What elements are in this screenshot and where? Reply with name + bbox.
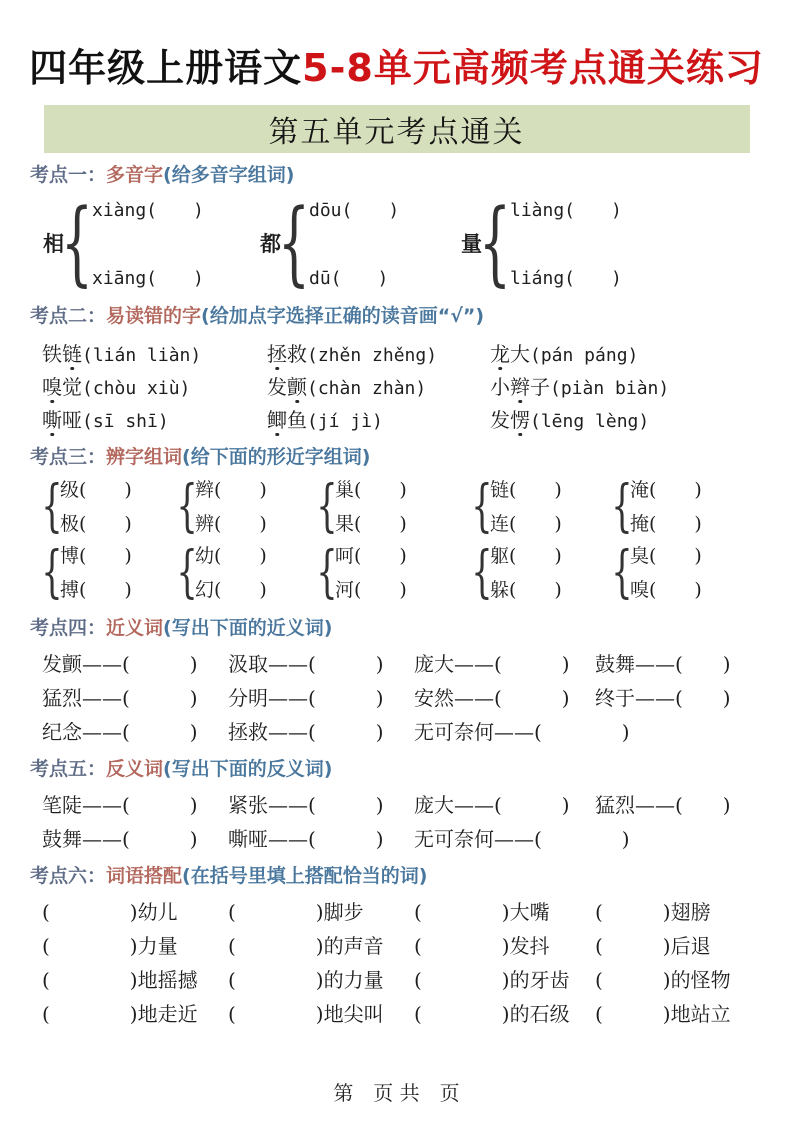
word-text: 哑 [62, 408, 82, 432]
character-blank: 幻( ) [195, 579, 267, 601]
section5-header [30, 757, 793, 782]
curly-brace-icon: { [176, 474, 198, 539]
dotted-character: 辫 [510, 375, 530, 399]
section5-label: 考点五： [30, 758, 107, 780]
pinyin-blank: dōu( ) [309, 200, 400, 221]
synonym-item: 鼓舞——( ) [595, 651, 731, 676]
collocation-item: ( )发抖 [414, 933, 550, 958]
polyphone-character: 量 [461, 231, 482, 256]
pair-row [41, 540, 793, 606]
curly-brace-icon: { [41, 540, 63, 605]
word-text: 发 [267, 375, 287, 399]
polyphone-groups [43, 189, 793, 296]
curly-brace-icon: { [41, 474, 63, 539]
collocation-item: ( )翅膀 [595, 899, 711, 924]
character-blank: 搏( ) [60, 579, 132, 601]
pinyin-choices: (chòu xiù) [82, 378, 191, 399]
synonym-item: 拯救——( ) [228, 719, 384, 744]
character-blank: 幼( ) [195, 545, 267, 567]
character-pair [176, 474, 320, 539]
character-blank: 臭( ) [630, 545, 702, 567]
collocation-item: ( )地站立 [595, 1001, 731, 1026]
dotted-character: 嘶 [42, 408, 62, 432]
character-pair [611, 474, 793, 539]
collocation-row [42, 961, 793, 995]
synonym-row [42, 713, 793, 747]
antonym-item: 猛烈——( ) [595, 792, 731, 817]
polyphone-character: 相 [43, 231, 64, 256]
character-pair [41, 540, 180, 605]
curly-brace-icon: { [471, 540, 493, 605]
character-pair [316, 474, 475, 539]
synonym-item: 纪念——( ) [42, 719, 198, 744]
dotted-character: 链 [62, 342, 82, 366]
section6-topic: 词语搭配 [106, 865, 183, 887]
pinyin-blank: liàng( ) [510, 200, 622, 221]
character-pair [611, 540, 793, 605]
word-pronunciation-item [42, 338, 267, 367]
character-pair [41, 474, 180, 539]
curly-brace-icon: { [60, 189, 94, 296]
pinyin-choices: (chàn zhàn) [307, 378, 427, 399]
character-blank: 嗅( ) [630, 579, 702, 601]
section1-header [30, 163, 793, 188]
collocation-list [42, 893, 793, 1029]
antonym-item: 鼓舞——( ) [42, 826, 198, 851]
collocation-item: ( )的怪物 [595, 967, 731, 992]
synonym-list [42, 645, 793, 747]
word-pronunciation-item [42, 404, 267, 433]
character-blank: 躯( ) [490, 545, 562, 567]
collocation-row [42, 995, 793, 1029]
character-blank: 掩( ) [630, 513, 702, 535]
unit-banner-title: 第五单元考点通关 [268, 115, 525, 150]
word-text: 铁 [42, 342, 62, 366]
character-blank: 河( ) [335, 579, 407, 601]
antonym-item: 无可奈何——( ) [414, 826, 630, 851]
curly-brace-icon: { [277, 189, 311, 296]
dotted-character: 愣 [510, 408, 530, 432]
synonym-item: 安然——( ) [414, 685, 570, 710]
collocation-item: ( )大嘴 [414, 899, 550, 924]
polyphone-group-xiang [43, 189, 260, 296]
character-blank: 呵( ) [335, 545, 407, 567]
pinyin-choices: (jí jì) [307, 411, 383, 432]
section2-header [30, 304, 793, 329]
collocation-item: ( )后退 [595, 933, 711, 958]
pinyin-choices: (pán páng) [530, 345, 639, 366]
antonym-item: 庞大——( ) [414, 792, 570, 817]
character-blank: 躲( ) [490, 579, 562, 601]
synonym-item: 庞大——( ) [414, 651, 570, 676]
title-black-part: 四年级上册语文 [29, 46, 303, 90]
dotted-character: 嗅 [42, 375, 62, 399]
section3-label: 考点三： [30, 446, 107, 468]
antonym-row [42, 786, 793, 820]
synonym-item: 发颤——( ) [42, 651, 198, 676]
collocation-item: ( )地摇撼 [42, 967, 198, 992]
curly-brace-icon: { [316, 474, 338, 539]
curly-brace-icon: { [176, 540, 198, 605]
section2-topic: 易读错的字 [106, 305, 202, 327]
word-pronunciation-item [490, 338, 793, 367]
word-text: 大 [510, 342, 530, 366]
antonym-item: 笔陡——( ) [42, 792, 198, 817]
word-text: 发 [490, 408, 510, 432]
section3-note: (给下面的形近字组词) [182, 446, 371, 468]
pinyin-blank: xiàng( ) [92, 200, 204, 221]
polyphone-group-liang [461, 189, 793, 296]
pinyin-choices: (lēng lèng) [530, 411, 650, 432]
curly-brace-icon: { [316, 540, 338, 605]
character-blank: 博( ) [60, 545, 132, 567]
character-blank: 果( ) [335, 513, 407, 535]
pinyin-choices: (sī shī) [82, 411, 169, 432]
antonym-item: 嘶哑——( ) [228, 826, 384, 851]
section5-topic: 反义词 [106, 758, 164, 780]
word-pronunciation-item [490, 371, 793, 400]
lookalike-pairs [41, 474, 793, 606]
collocation-item: ( )的声音 [228, 933, 384, 958]
pair-row [41, 474, 793, 540]
section1-topic: 多音字 [106, 164, 164, 186]
antonym-list [42, 786, 793, 854]
section2-label: 考点二： [30, 305, 107, 327]
pinyin-blank: dū( ) [309, 268, 389, 289]
word-text: 觉 [62, 375, 82, 399]
section4-note: (写出下面的近义词) [163, 617, 333, 639]
character-pair [471, 540, 615, 605]
collocation-item: ( )地走近 [42, 1001, 198, 1026]
misread-words-grid [42, 336, 793, 435]
curly-brace-icon: { [611, 540, 633, 605]
synonym-item: 猛烈——( ) [42, 685, 198, 710]
character-blank: 淹( ) [630, 479, 702, 501]
synonym-item: 分明——( ) [228, 685, 384, 710]
collocation-item: ( )的牙齿 [414, 967, 570, 992]
character-pair [316, 540, 475, 605]
pinyin-blank: liáng( ) [510, 268, 622, 289]
unit-banner [44, 105, 750, 153]
character-blank: 辫( ) [195, 479, 267, 501]
synonym-item: 终于——( ) [595, 685, 731, 710]
title-red-part: 5-8单元高频考点通关练习 [302, 46, 764, 90]
synonym-item: 汲取——( ) [228, 651, 384, 676]
word-pronunciation-item [267, 404, 490, 433]
collocation-row [42, 893, 793, 927]
synonym-item: 无可奈何——( ) [414, 719, 630, 744]
curly-brace-icon: { [611, 474, 633, 539]
word-text: 小 [490, 375, 510, 399]
synonym-row [42, 645, 793, 679]
character-blank: 级( ) [60, 479, 132, 501]
section2-note: (给加点字选择正确的读音画“√”) [201, 305, 485, 327]
page-title [0, 44, 793, 92]
polyphone-character: 都 [260, 231, 281, 256]
character-blank: 极( ) [60, 513, 132, 535]
section5-note: (写出下面的反义词) [163, 758, 333, 780]
dotted-character: 鲫 [267, 408, 287, 432]
curly-brace-icon: { [471, 474, 493, 539]
section4-header [30, 616, 793, 641]
pinyin-blank: xiāng( ) [92, 268, 204, 289]
word-pronunciation-item [490, 404, 793, 433]
section6-note: (在括号里填上搭配恰当的词) [182, 865, 428, 887]
word-text: 鱼 [287, 408, 307, 432]
section4-label: 考点四： [30, 617, 107, 639]
character-blank: 链( ) [490, 479, 562, 501]
pinyin-choices: (zhěn zhěng) [307, 345, 438, 366]
polyphone-group-dou [260, 189, 461, 296]
collocation-item: ( )幼儿 [42, 899, 178, 924]
collocation-row [42, 927, 793, 961]
dotted-character: 颤 [287, 375, 307, 399]
pinyin-choices: (piàn biàn) [550, 378, 670, 399]
dotted-character: 龙 [490, 342, 510, 366]
word-pronunciation-item [42, 371, 267, 400]
collocation-item: ( )力量 [42, 933, 178, 958]
section4-topic: 近义词 [106, 617, 164, 639]
word-pronunciation-item [267, 371, 490, 400]
collocation-item: ( )地尖叫 [228, 1001, 384, 1026]
section6-header [30, 864, 793, 889]
pinyin-choices: (lián liàn) [82, 345, 202, 366]
character-blank: 巢( ) [335, 479, 407, 501]
collocation-item: ( )的力量 [228, 967, 384, 992]
page-number-footer: 第 页 共 页 [333, 1081, 460, 1105]
synonym-row [42, 679, 793, 713]
section3-topic: 辨字组词 [106, 446, 183, 468]
section1-note: (给多音字组词) [163, 164, 295, 186]
character-blank: 连( ) [490, 513, 562, 535]
section1-label: 考点一： [30, 164, 107, 186]
dotted-character: 拯 [267, 342, 287, 366]
word-text: 子 [530, 375, 550, 399]
character-pair [176, 540, 320, 605]
antonym-row [42, 820, 793, 854]
collocation-item: ( )的石级 [414, 1001, 570, 1026]
collocation-item: ( )脚步 [228, 899, 364, 924]
curly-brace-icon: { [478, 189, 512, 296]
word-pronunciation-item [267, 338, 490, 367]
word-text: 救 [287, 342, 307, 366]
section3-header [30, 445, 793, 470]
character-blank: 辨( ) [195, 513, 267, 535]
character-pair [471, 474, 615, 539]
section6-label: 考点六： [30, 865, 107, 887]
antonym-item: 紧张——( ) [228, 792, 384, 817]
